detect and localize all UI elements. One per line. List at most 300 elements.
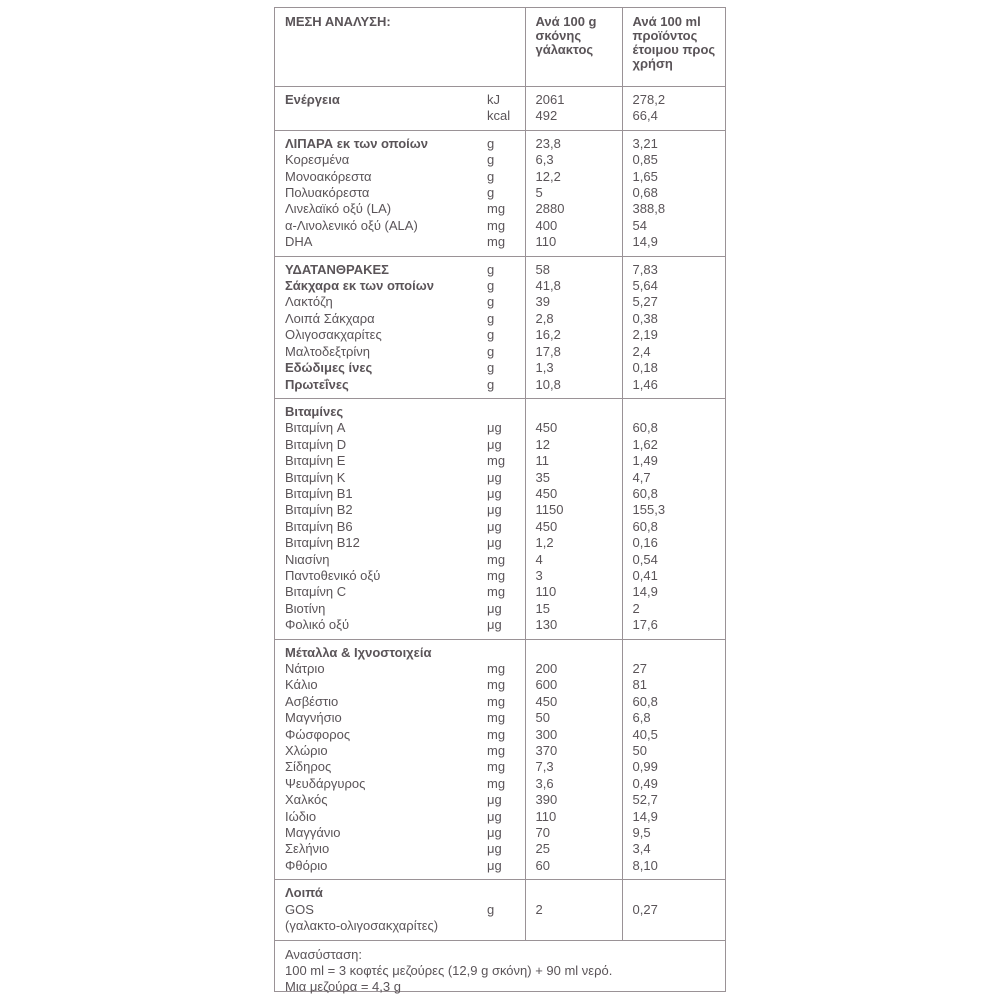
per-100g-value-text: 12 — [535, 436, 550, 452]
unit-text: μg — [487, 617, 502, 633]
nutrient-name-text: Παντοθενικό οξύ — [285, 567, 381, 583]
nutrient-name-text: Λοιπά Σάκχαρα — [285, 310, 375, 326]
per-100ml-value-cell — [622, 398, 725, 420]
per-100g-value-cell — [525, 792, 622, 808]
per-100ml-value-text: 2,4 — [632, 343, 651, 359]
per-100ml-value-cell — [622, 377, 725, 399]
per-100ml-value-cell — [622, 453, 725, 469]
per-100ml-value-cell — [622, 256, 725, 278]
per-100g-value-cell — [525, 841, 622, 857]
per-100g-value-text: 58 — [535, 261, 550, 277]
unit-cell — [477, 792, 525, 808]
unit-cell — [477, 535, 525, 551]
table-row — [275, 470, 725, 486]
table-row — [275, 743, 725, 759]
per-100g-value-cell — [525, 453, 622, 469]
nutrient-name-cell — [275, 519, 477, 535]
per-100g-value-text: 390 — [535, 792, 558, 808]
nutrient-name-text: Βιταμίνη K — [285, 469, 346, 485]
per-100ml-value-cell — [622, 234, 725, 256]
per-100ml-value-text: 5,27 — [632, 294, 658, 310]
nutrient-name-cell — [275, 130, 477, 152]
nutrient-name-text: Νάτριο — [285, 661, 325, 676]
per-100ml-value-text: 0,68 — [632, 185, 658, 201]
nutrient-name-cell — [275, 278, 477, 294]
table-row — [275, 535, 725, 551]
per-100g-value-cell — [525, 880, 622, 902]
per-100ml-value-text: 0,41 — [632, 567, 658, 583]
per-100ml-value-text: 0,85 — [632, 152, 658, 168]
per-100ml-value-text: 60,8 — [632, 485, 658, 501]
unit-cell — [477, 617, 525, 639]
per-100g-value-cell — [525, 218, 622, 234]
per-100ml-value-text: 2 — [632, 600, 640, 616]
per-100ml-value-cell — [622, 294, 725, 310]
nutrient-name-cell — [275, 360, 477, 376]
unit-text: g — [487, 135, 495, 151]
per-100g-value-text: 25 — [535, 841, 550, 857]
nutrient-name-text: Βιταμίνη B1 — [285, 485, 353, 501]
per-100ml-value-text: 60,8 — [632, 518, 658, 534]
per-100ml-value-cell — [622, 792, 725, 808]
nutrient-name-cell — [275, 398, 477, 420]
unit-cell — [477, 218, 525, 234]
per-100g-value-cell — [525, 130, 622, 152]
per-100g-value-text: 39 — [535, 294, 550, 310]
per-100g-value-cell — [525, 776, 622, 792]
per-100ml-value-cell — [622, 743, 725, 759]
nutrient-name-cell — [275, 437, 477, 453]
per-100ml-value-cell — [622, 420, 725, 436]
per-100g-value-cell — [525, 902, 622, 940]
per-100ml-value-text: 0,54 — [632, 551, 658, 567]
unit-text: g — [487, 327, 495, 343]
unit-text: mg — [487, 775, 506, 791]
nutrient-name-cell — [275, 677, 477, 693]
nutrient-name-cell — [275, 825, 477, 841]
per-100ml-value-cell — [622, 152, 725, 168]
per-100ml-value-cell — [622, 759, 725, 775]
nutrient-name-cell — [275, 552, 477, 568]
per-100ml-value-cell — [622, 130, 725, 152]
nutrient-name-cell — [275, 169, 477, 185]
per-100g-value-cell — [525, 568, 622, 584]
nutrient-name-cell — [275, 792, 477, 808]
per-100g-value-cell — [525, 169, 622, 185]
unit-cell — [477, 169, 525, 185]
per-100g-value-text: 2061 — [535, 92, 565, 107]
nutrient-name-cell — [275, 601, 477, 617]
nutrient-name-cell — [275, 661, 477, 677]
per-100g-value-text: 110 — [535, 808, 557, 824]
unit-cell — [477, 130, 525, 152]
table-row — [275, 694, 725, 710]
per-100g-value-cell — [525, 344, 622, 360]
nutrient-name-cell — [275, 776, 477, 792]
table-row — [275, 398, 725, 420]
per-100ml-value-cell — [622, 809, 725, 825]
nutrient-name-text: Ψευδάργυρος — [285, 775, 366, 791]
table-row — [275, 552, 725, 568]
per-100g-value-text: 600 — [535, 677, 558, 693]
per-100ml-value-text: 66,4 — [632, 108, 658, 124]
unit-cell — [477, 776, 525, 792]
table-row — [275, 584, 725, 600]
table-row — [275, 185, 725, 201]
per-100g-value-text: 23,8 — [535, 135, 561, 151]
per-100ml-value-cell — [622, 841, 725, 857]
unit-cell — [477, 809, 525, 825]
table-row — [275, 311, 725, 327]
analysis-title: ΜΕΣΗ ΑΝΑΛΥΣΗ: — [275, 8, 525, 87]
per-100ml-value-text: 17,6 — [632, 617, 658, 633]
unit-cell — [477, 661, 525, 677]
per-100ml-value-cell — [622, 486, 725, 502]
nutrient-name-text: Χαλκός — [285, 792, 328, 808]
unit-cell — [477, 694, 525, 710]
nutrient-name-text: Ολιγοσακχαρίτες — [285, 327, 382, 343]
nutrient-name-cell — [275, 694, 477, 710]
nutrient-name-text: (γαλακτο-ολιγοσακχαρίτες) — [285, 918, 439, 934]
per-100ml-value-text: 0,99 — [632, 759, 658, 775]
unit-cell — [477, 727, 525, 743]
per-100g-value-cell — [525, 639, 622, 661]
nutrient-name-text: Κάλιο — [285, 677, 318, 693]
per-100g-value-cell — [525, 759, 622, 775]
per-100ml-value-text: 1,65 — [632, 168, 658, 184]
unit-text: mg — [487, 677, 506, 693]
nutrient-name-cell — [275, 234, 477, 256]
per-100ml-value-text: 14,9 — [632, 584, 658, 600]
per-100g-value-text: 5 — [535, 185, 543, 201]
nutrient-name-text: Φολικό οξύ — [285, 617, 350, 633]
per-100g-value-text: 50 — [535, 710, 550, 726]
per-100ml-value-text: 1,62 — [632, 436, 658, 452]
unit-text: mg — [487, 584, 506, 600]
unit-text: g — [487, 901, 495, 917]
unit-text: g — [487, 261, 495, 277]
table-row — [275, 234, 725, 256]
per-100g-value-cell — [525, 502, 622, 518]
per-100g-value-cell — [525, 278, 622, 294]
per-100g-value-text: 1,3 — [535, 360, 554, 376]
table-row — [275, 502, 725, 518]
per-100g-value-cell — [525, 743, 622, 759]
nutrient-name-cell — [275, 880, 477, 902]
unit-cell — [477, 858, 525, 880]
table-row — [275, 902, 725, 940]
nutrient-name-text: Σάκχαρα εκ των οποίων — [285, 278, 434, 294]
per-100g-value-text: 450 — [535, 420, 558, 436]
per-100ml-value-text: 40,5 — [632, 726, 658, 742]
per-100g-value-cell — [525, 201, 622, 217]
per-100g-value-text: 450 — [535, 518, 558, 534]
nutrient-name-text: Πολυακόρεστα — [285, 185, 370, 201]
table-row — [275, 825, 725, 841]
unit-cell — [477, 710, 525, 726]
nutrient-name-cell — [275, 152, 477, 168]
per-100ml-value-text: 278,2 — [632, 92, 666, 107]
per-100g-value-text: 41,8 — [535, 278, 561, 294]
per-100ml-value-cell — [622, 201, 725, 217]
per-100ml-value-text: 27 — [632, 661, 647, 676]
per-100ml-value-cell — [622, 776, 725, 792]
per-100ml-value-text: 0,18 — [632, 360, 658, 376]
per-100ml-value-cell — [622, 519, 725, 535]
unit-cell — [477, 486, 525, 502]
per-100ml-value-cell — [622, 470, 725, 486]
per-100g-value-text: 300 — [535, 726, 558, 742]
per-100g-value-text: 2880 — [535, 201, 565, 217]
per-100g-value-text: 200 — [535, 661, 558, 676]
per-100ml-value-cell — [622, 694, 725, 710]
per-100ml-value-cell — [622, 677, 725, 693]
table-row — [275, 809, 725, 825]
per-100g-value-text: 6,3 — [535, 152, 554, 168]
per-100g-value-text: 2 — [535, 901, 543, 917]
unit-text: g — [487, 152, 495, 168]
per-100ml-value-cell — [622, 710, 725, 726]
unit-cell — [477, 502, 525, 518]
per-100ml-value-cell — [622, 360, 725, 376]
per-100g-value-cell — [525, 727, 622, 743]
per-100g-value-cell — [525, 327, 622, 343]
per-100g-value-text: 110 — [535, 234, 557, 250]
per-100ml-value-text: 155,3 — [632, 502, 666, 518]
table-row — [275, 130, 725, 152]
per-100g-value-cell — [525, 185, 622, 201]
unit-text: μg — [487, 518, 502, 534]
unit-text: mg — [487, 726, 506, 742]
unit-cell — [477, 311, 525, 327]
unit-text: kJ — [487, 92, 500, 107]
nutrient-name-text: Βιταμίνη E — [285, 453, 346, 469]
per-100g-value-text: 4 — [535, 551, 543, 567]
per-100ml-value-text: 14,9 — [632, 808, 658, 824]
unit-cell — [477, 327, 525, 343]
per-100g-value-text: 130 — [535, 617, 558, 633]
unit-text: μg — [487, 808, 502, 824]
table-row — [275, 568, 725, 584]
unit-cell — [477, 294, 525, 310]
unit-text: kcal — [487, 108, 511, 124]
per-100g-value-cell — [525, 694, 622, 710]
unit-text: μg — [487, 469, 502, 485]
unit-text: g — [487, 168, 495, 184]
table-row — [275, 661, 725, 677]
per-100g-value-cell — [525, 552, 622, 568]
table-row — [275, 256, 725, 278]
unit-text: mg — [487, 661, 506, 676]
unit-cell — [477, 256, 525, 278]
unit-text: mg — [487, 201, 506, 217]
per-100g-value-cell — [525, 420, 622, 436]
per-100ml-value-cell — [622, 327, 725, 343]
nutrient-name-cell — [275, 87, 477, 131]
table-body — [275, 87, 725, 941]
nutrient-name-cell — [275, 743, 477, 759]
per-100g-value-text: 7,3 — [535, 759, 554, 775]
nutrient-name-text: Βιταμίνη B12 — [285, 535, 360, 551]
per-100ml-value-text: 0,49 — [632, 775, 658, 791]
nutrient-name-text: Βιοτίνη — [285, 600, 326, 616]
per-100g-value-cell — [525, 535, 622, 551]
per-100g-value-text: 35 — [535, 469, 550, 485]
per-100g-value-text: 3,6 — [535, 775, 554, 791]
nutrition-table-panel — [274, 7, 726, 995]
unit-cell — [477, 234, 525, 256]
unit-text: mg — [487, 551, 506, 567]
per-100ml-value-cell — [622, 639, 725, 661]
per-100ml-value-cell — [622, 502, 725, 518]
nutrient-name-text: Σελήνιο — [285, 841, 330, 857]
per-100g-value-cell — [525, 437, 622, 453]
nutrient-name-text: Φθόριο — [285, 857, 328, 873]
unit-cell — [477, 185, 525, 201]
table-row — [275, 201, 725, 217]
unit-cell — [477, 552, 525, 568]
nutrient-name-cell — [275, 453, 477, 469]
unit-text: μg — [487, 420, 502, 436]
unit-text: mg — [487, 743, 506, 759]
table-row — [275, 278, 725, 294]
nutrition-table — [275, 8, 725, 941]
nutrient-name-text: Βιταμίνη B2 — [285, 502, 353, 518]
per-100ml-header: Ανά 100 ml προϊόντος έτοιμου προς χρήση — [622, 8, 725, 87]
per-100g-value-text: 15 — [535, 600, 550, 616]
per-100g-value-cell — [525, 601, 622, 617]
unit-text: g — [487, 343, 495, 359]
unit-text: mg — [487, 217, 506, 233]
per-100g-value-text: 1,2 — [535, 535, 554, 551]
table-row — [275, 294, 725, 310]
nutrient-name-cell — [275, 377, 477, 399]
per-100g-value-text: 2,8 — [535, 310, 554, 326]
unit-cell — [477, 360, 525, 376]
table-row — [275, 727, 725, 743]
unit-cell — [477, 519, 525, 535]
unit-text: μg — [487, 857, 502, 873]
nutrient-name-text: Κορεσμένα — [285, 152, 350, 168]
nutrient-name-cell — [275, 344, 477, 360]
unit-cell — [477, 152, 525, 168]
per-100g-value-cell — [525, 809, 622, 825]
table-row — [275, 152, 725, 168]
unit-text: g — [487, 294, 495, 310]
nutrient-name-text: Χλώριο — [285, 743, 328, 759]
per-100ml-value-text: 6,8 — [632, 710, 651, 726]
note-line: 100 ml = 3 κοφτές μεζούρες (12,9 g σκόνη) + 90 ml νερό. — [285, 962, 613, 978]
per-100ml-value-text: 3,21 — [632, 135, 658, 151]
nutrient-name-text: Βιταμίνη B6 — [285, 518, 353, 534]
nutrient-name-cell — [275, 727, 477, 743]
unit-cell — [477, 470, 525, 486]
table-row — [275, 639, 725, 661]
nutrient-name-text: ΥΔΑΤΑΝΘΡΑΚΕΣ — [285, 261, 389, 277]
unit-text: μg — [487, 841, 502, 857]
table-row — [275, 601, 725, 617]
per-100ml-value-cell — [622, 902, 725, 940]
unit-text: μg — [487, 535, 502, 551]
per-100ml-value-cell — [622, 87, 725, 131]
per-100ml-value-text: 81 — [632, 677, 647, 693]
per-100ml-value-text: 0,16 — [632, 535, 658, 551]
nutrient-name-cell — [275, 584, 477, 600]
unit-cell — [477, 759, 525, 775]
unit-cell — [477, 377, 525, 399]
per-100ml-value-text: 54 — [632, 217, 647, 233]
per-100ml-value-cell — [622, 185, 725, 201]
per-100g-value-cell — [525, 311, 622, 327]
per-100g-value-text: 12,2 — [535, 168, 561, 184]
nutrient-name-text: Βιταμίνη C — [285, 584, 347, 600]
per-100ml-value-cell — [622, 218, 725, 234]
table-row — [275, 377, 725, 399]
per-100g-header: Ανά 100 g σκόνης γάλακτος — [525, 8, 622, 87]
nutrient-name-cell — [275, 841, 477, 857]
note-line: Ανασύσταση: — [285, 946, 362, 962]
unit-cell — [477, 398, 525, 420]
per-100ml-value-cell — [622, 169, 725, 185]
table-row — [275, 87, 725, 131]
table-row — [275, 453, 725, 469]
per-100g-value-cell — [525, 87, 622, 131]
nutrient-name-text: Λακτόζη — [285, 294, 333, 310]
per-100g-value-cell — [525, 486, 622, 502]
table-row — [275, 327, 725, 343]
nutrient-name-cell — [275, 256, 477, 278]
per-100ml-value-cell — [622, 344, 725, 360]
unit-text: μg — [487, 600, 502, 616]
unit-text: mg — [487, 567, 506, 583]
per-100ml-value-text: 9,5 — [632, 825, 651, 841]
per-100ml-value-cell — [622, 601, 725, 617]
per-100ml-value-text: 1,46 — [632, 376, 658, 392]
unit-cell — [477, 278, 525, 294]
per-100g-value-cell — [525, 584, 622, 600]
per-100ml-value-text: 8,10 — [632, 857, 658, 873]
unit-text: g — [487, 376, 495, 392]
nutrient-name-cell — [275, 311, 477, 327]
unit-cell — [477, 201, 525, 217]
table-row — [275, 677, 725, 693]
unit-cell — [477, 568, 525, 584]
unit-text: μg — [487, 502, 502, 518]
table-row — [275, 437, 725, 453]
unit-text: μg — [487, 436, 502, 452]
nutrient-name-text: Βιταμίνη A — [285, 420, 346, 436]
per-100ml-value-cell — [622, 535, 725, 551]
per-100ml-value-cell — [622, 584, 725, 600]
per-100g-value-cell — [525, 661, 622, 677]
nutrient-name-cell — [275, 201, 477, 217]
unit-text: g — [487, 310, 495, 326]
nutrient-name-text: Ιώδιο — [285, 808, 317, 824]
per-100ml-value-cell — [622, 311, 725, 327]
unit-cell — [477, 743, 525, 759]
per-100ml-value-text: 388,8 — [632, 201, 666, 217]
unit-text: μg — [487, 825, 502, 841]
unit-text: μg — [487, 792, 502, 808]
per-100ml-value-text: 5,64 — [632, 278, 658, 294]
per-100ml-value-cell — [622, 880, 725, 902]
per-100g-value-text: 70 — [535, 825, 550, 841]
unit-text: mg — [487, 453, 506, 469]
table-row — [275, 486, 725, 502]
table-row — [275, 344, 725, 360]
per-100ml-value-cell — [622, 727, 725, 743]
per-100ml-value-cell — [622, 278, 725, 294]
